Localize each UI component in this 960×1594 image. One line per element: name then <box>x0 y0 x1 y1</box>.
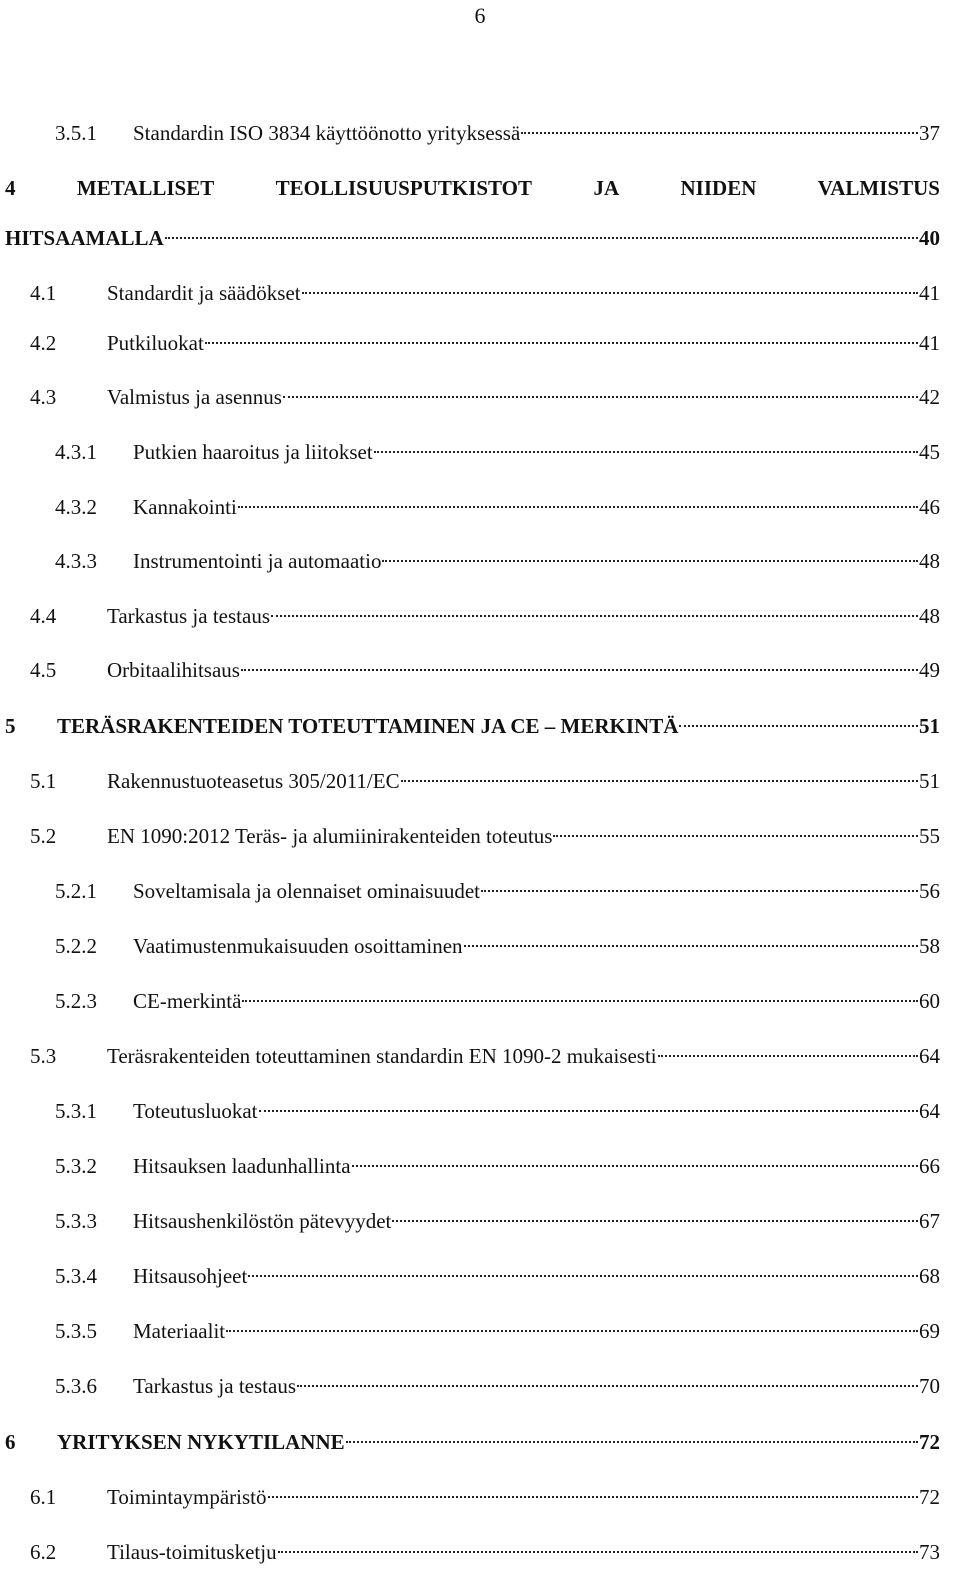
toc-chapter-title: YRITYKSEN NYKYTILANNE <box>57 1430 345 1454</box>
toc-chapter-number: 5 <box>5 714 16 738</box>
toc-entry-5-2[interactable] <box>30 820 940 852</box>
toc-chapter-word: METALLISET <box>76 176 215 200</box>
dot-leader <box>238 506 918 508</box>
toc-entry-page: 48 <box>919 604 940 628</box>
dot-leader <box>302 292 918 294</box>
toc-entry-4-5[interactable] <box>30 654 940 686</box>
toc-entry-title: Putkiluokat <box>107 331 204 355</box>
toc-entry-page: 70 <box>919 1374 940 1398</box>
toc-entry-title: EN 1090:2012 Teräs- ja alumiinirakenteiden toteutus <box>107 824 553 848</box>
toc-entry-page: 60 <box>919 989 940 1013</box>
toc-entry-number: 5.1 <box>30 769 57 793</box>
dot-leader <box>297 1385 918 1387</box>
toc-entry-title: Valmistus ja asennus <box>107 385 282 409</box>
toc-entry-page: 69 <box>919 1319 940 1343</box>
toc-entry-number: 5.3.5 <box>55 1319 97 1343</box>
toc-entry-number: 4.2 <box>30 331 57 355</box>
dot-leader <box>283 396 918 398</box>
toc-entry-number: 5.3.1 <box>55 1099 97 1123</box>
toc-entry-4-3-1[interactable] <box>55 436 940 468</box>
toc-entry-page: 40 <box>919 226 940 250</box>
toc-entry-title: Standardin ISO 3834 käyttöönotto yrityksessä <box>133 121 521 145</box>
toc-entry-number: 5.2.3 <box>55 989 97 1013</box>
toc-entry-page: 66 <box>919 1154 940 1178</box>
toc-entry-5-3[interactable] <box>30 1040 940 1072</box>
toc-entry-title: CE-merkintä <box>133 989 242 1013</box>
toc-entry-title: Orbitaalihitsaus <box>107 658 240 682</box>
toc-entry-page: 49 <box>919 658 940 682</box>
dot-leader <box>553 835 918 837</box>
toc-entry-page: 55 <box>919 824 940 848</box>
toc-entry-title: Vaatimustenmukaisuuden osoittaminen <box>133 934 463 958</box>
toc-entry-3-5-1[interactable] <box>55 117 940 149</box>
toc-entry-number: 5.3.2 <box>55 1154 97 1178</box>
toc-entry-page: 41 <box>919 281 940 305</box>
dot-leader <box>259 1110 918 1112</box>
toc-entry-page: 56 <box>919 879 940 903</box>
dot-leader <box>658 1055 918 1057</box>
dot-leader <box>248 1275 918 1277</box>
toc-entry-title: Hitsaushenkilöstön pätevyydet <box>133 1209 392 1233</box>
toc-chapter-title: TERÄSRAKENTEIDEN TOTEUTTAMINEN JA CE – MERKINTÄ <box>57 714 679 738</box>
toc-entry-title: Soveltamisala ja olennaiset ominaisuudet <box>133 879 481 903</box>
toc-entry-title: Tilaus-toimitusketju <box>107 1540 277 1564</box>
toc-entry-title: Instrumentointi ja automaatio <box>133 549 382 573</box>
toc-chapter-word: JA <box>593 176 620 200</box>
toc-entry-6-1[interactable] <box>30 1481 940 1513</box>
toc-entry-page: 64 <box>919 1044 940 1068</box>
toc-entry-number: 4.3.1 <box>55 440 97 464</box>
dot-leader <box>374 451 918 453</box>
toc-entry-title: Toteutusluokat <box>133 1099 258 1123</box>
dot-leader <box>278 1551 918 1553</box>
toc-chapter-number: 6 <box>5 1430 16 1454</box>
toc-entry-4-3-3[interactable] <box>55 545 940 577</box>
toc-entry-5-3-2[interactable] <box>55 1150 940 1182</box>
toc-entry-number: 4.1 <box>30 281 57 305</box>
dot-leader <box>392 1220 918 1222</box>
toc-entry-page: 64 <box>919 1099 940 1123</box>
toc-entry-4-3-2[interactable] <box>55 491 940 523</box>
toc-entry-page: 37 <box>919 121 940 145</box>
toc-entry-title: Tarkastus ja testaus <box>107 604 270 628</box>
toc-entry-4-3[interactable] <box>30 381 940 413</box>
toc-entry-title: Materiaalit <box>133 1319 226 1343</box>
toc-chapter-word: TEOLLISUUSPUTKISTOT <box>275 176 533 200</box>
toc-entry-title: Toimintaympäristö <box>107 1485 267 1509</box>
toc-chapter-4-line-1[interactable] <box>5 172 940 204</box>
dot-leader <box>205 342 918 344</box>
toc-entry-page: 48 <box>919 549 940 573</box>
dot-leader <box>241 669 918 671</box>
toc-entry-title: Tarkastus ja testaus <box>133 1374 296 1398</box>
toc-chapter-6[interactable] <box>5 1426 940 1458</box>
toc-entry-number: 5.2.1 <box>55 879 97 903</box>
toc-entry-page: 45 <box>919 440 940 464</box>
toc-entry-5-2-1[interactable] <box>55 875 940 907</box>
toc-entry-page: 42 <box>919 385 940 409</box>
toc-entry-page: 73 <box>919 1540 940 1564</box>
dot-leader <box>352 1165 918 1167</box>
toc-entry-title: Standardit ja säädökset <box>107 281 301 305</box>
toc-entry-5-2-3[interactable] <box>55 985 940 1017</box>
toc-entry-page: 72 <box>919 1485 940 1509</box>
toc-entry-page: 46 <box>919 495 940 519</box>
toc-entry-number: 5.2 <box>30 824 57 848</box>
dot-leader <box>226 1330 918 1332</box>
dot-leader <box>382 560 918 562</box>
toc-entry-number: 5.3.6 <box>55 1374 97 1398</box>
toc-chapter-word: VALMISTUS <box>817 176 940 200</box>
toc-entry-page: 72 <box>919 1430 940 1454</box>
dot-leader <box>401 780 918 782</box>
toc-entry-4-4[interactable] <box>30 600 940 632</box>
toc-entry-number: 6.2 <box>30 1540 57 1564</box>
toc-entry-page: 68 <box>919 1264 940 1288</box>
dot-leader <box>242 1000 918 1002</box>
toc-entry-number: 5.3 <box>30 1044 57 1068</box>
toc-entry-title: Putkien haaroitus ja liitokset <box>133 440 373 464</box>
dot-leader <box>464 945 918 947</box>
toc-entry-number: 4.3.3 <box>55 549 97 573</box>
dot-leader <box>481 890 918 892</box>
dot-leader <box>271 615 918 617</box>
toc-entry-5-1[interactable] <box>30 765 940 797</box>
toc-chapter-number: 4 <box>5 176 16 200</box>
toc-chapter-5[interactable] <box>5 710 940 742</box>
toc-entry-5-3-4[interactable] <box>55 1260 940 1292</box>
toc-entry-title: Hitsausohjeet <box>133 1264 248 1288</box>
toc-entry-number: 5.2.2 <box>55 934 97 958</box>
toc-entry-number: 3.5.1 <box>55 121 97 145</box>
toc-entry-number: 4.3.2 <box>55 495 97 519</box>
toc-chapter-title: HITSAAMALLA <box>5 226 164 250</box>
toc-entry-4-1[interactable] <box>30 277 940 309</box>
dot-leader <box>679 725 918 727</box>
dot-leader <box>165 237 918 239</box>
toc-chapter-word: NIIDEN <box>680 176 757 200</box>
toc-entry-title: Teräsrakenteiden toteuttaminen standardin EN 1090-2 mukaisesti <box>107 1044 657 1068</box>
toc-entry-page: 58 <box>919 934 940 958</box>
toc-entry-number: 5.3.3 <box>55 1209 97 1233</box>
toc-entry-5-3-3[interactable] <box>55 1205 940 1237</box>
toc-entry-title: Kannakointi <box>133 495 237 519</box>
toc-entry-5-2-2[interactable] <box>55 930 940 962</box>
toc-entry-title: Hitsauksen laadunhallinta <box>133 1154 351 1178</box>
toc-chapter-4-line-2[interactable] <box>5 222 940 254</box>
toc-entry-number: 6.1 <box>30 1485 57 1509</box>
toc-entry-5-3-1[interactable] <box>55 1095 940 1127</box>
toc-entry-number: 4.5 <box>30 658 57 682</box>
toc-entry-6-2[interactable] <box>30 1536 940 1568</box>
toc-entry-page: 51 <box>919 714 940 738</box>
toc-entry-title: Rakennustuoteasetus 305/2011/EC <box>107 769 400 793</box>
page-number: 6 <box>474 3 486 28</box>
dot-leader <box>346 1441 918 1443</box>
toc-entry-page: 41 <box>919 331 940 355</box>
toc-entry-5-3-6[interactable] <box>55 1370 940 1402</box>
toc-entry-page: 67 <box>919 1209 940 1233</box>
toc-entry-number: 4.3 <box>30 385 57 409</box>
dot-leader <box>521 132 918 134</box>
dot-leader <box>268 1496 918 1498</box>
toc-entry-4-2[interactable] <box>30 327 940 359</box>
toc-entry-number: 5.3.4 <box>55 1264 97 1288</box>
toc-entry-page: 51 <box>919 769 940 793</box>
toc-entry-5-3-5[interactable] <box>55 1315 940 1347</box>
toc-entry-number: 4.4 <box>30 604 57 628</box>
